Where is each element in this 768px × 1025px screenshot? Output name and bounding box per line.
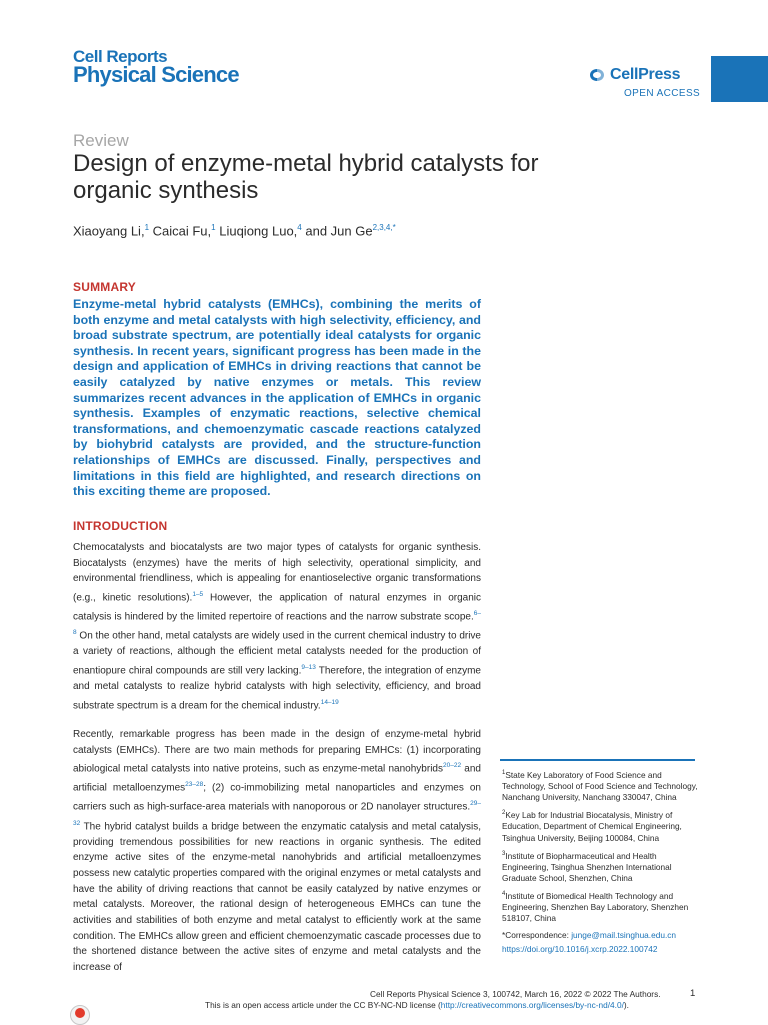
introduction-heading: INTRODUCTION — [73, 519, 168, 533]
reference-citation[interactable]: 14–19 — [320, 698, 339, 706]
reference-citation[interactable]: 29–32 — [73, 800, 481, 827]
affiliation-number: 2 — [502, 810, 506, 817]
reference-citation[interactable]: 9–13 — [301, 663, 316, 671]
affiliation-item — [502, 889, 702, 924]
doi-link[interactable]: https://doi.org/10.1016/j.xcrp.2022.100742 — [502, 943, 658, 954]
license-text-end: ). — [623, 1000, 629, 1010]
affiliation-item — [502, 808, 702, 843]
affiliation-text: Institute of Biomedical Health Technology and Engineering, Shenzhen Bay Laboratory, Shenzhen 518107, China — [502, 890, 689, 924]
correspondence-label: *Correspondence: — [502, 929, 572, 940]
body-text-run: Chemocatalysts and biocatalysts are two major types of catalysts for organic synthesis. Biocatalysts (enzymes) have the merits of high selectivity, operational simplicity, and environmental friendliness, which is appealing for enantioselective organic transformations (e.g., kinetic resolutions). — [73, 542, 481, 604]
open-access-bar — [711, 56, 768, 102]
license-text: This is an open access article under the CC BY-NC-ND license ( — [205, 1000, 441, 1010]
affiliation-divider — [500, 759, 695, 761]
check-for-updates-icon[interactable] — [70, 1005, 90, 1025]
affiliation-number: 3 — [502, 850, 506, 857]
body-text-run: and artificial metalloenzymes — [73, 763, 481, 794]
author-name: Xiaoyang Li, — [73, 223, 145, 239]
article-type: Review — [73, 131, 129, 150]
page-number: 1 — [690, 988, 696, 999]
affiliation-number: 1 — [502, 770, 506, 776]
summary-heading: SUMMARY — [73, 280, 136, 294]
publisher-logo[interactable] — [588, 66, 680, 84]
author-affiliation-ref[interactable]: 1 — [144, 223, 150, 232]
correspondence — [502, 930, 702, 941]
journal-name-line1: Cell Reports — [73, 47, 168, 66]
author-affiliation-ref[interactable]: 4 — [297, 223, 302, 232]
reference-citation[interactable]: 20–22 — [442, 762, 462, 770]
publisher-name: CellPress — [610, 66, 681, 83]
introduction-paragraph-1 — [73, 540, 481, 714]
affiliations-block — [502, 768, 702, 955]
introduction-paragraph-2 — [73, 727, 481, 976]
cellpress-logo-icon — [588, 67, 606, 83]
license-link[interactable]: http://creativecommons.org/licenses/by-nc-nd/4.0/ — [440, 1000, 624, 1010]
summary-text: Enzyme-metal hybrid catalysts (EMHCs), combining the merits of both enzyme and metal catalysts with high selectivity, efficiency, and broad substrate spectrum, are potentially ideal catalysts for organic synthesis. In recent years, significant progress has been made in the design and application of EMHCs in driving reactions that cannot be easily catalyzed by native enzymes or metals. This review summarizes recent advances in the application of EMHCs in organic synthesis. Examples of enzymatic reactions, selective chemical transformations, and chemoenzymatic cascade reactions catalyzed by biohybrid catalysts are provided, and the structure-function relationships of EMHCs are discussed. Finally, perspectives and limitations in this field are highlighted, and research directions on this exciting theme are proposed. — [73, 297, 481, 499]
article-title: Design of enzyme-metal hybrid catalysts for organic synthesis — [73, 150, 539, 204]
footer-license — [205, 1000, 629, 1010]
author-name: Liuqiong Luo, — [215, 223, 298, 239]
affiliation-number: 4 — [502, 891, 506, 898]
reference-citation[interactable]: 1–5 — [192, 591, 204, 599]
affiliation-text: State Key Laboratory of Food Science and Technology, School of Food Science and Technology, Nanchang University, Nanchang 330047, China — [502, 769, 698, 803]
journal-name-line2: Physical Science — [73, 62, 239, 87]
reference-citation[interactable]: 23–28 — [185, 781, 204, 789]
affiliation-text: Key Lab for Industrial Biocatalysis, Ministry of Education, Department of Chemical Engineering, Tsinghua University, Beijing 100084, China — [502, 810, 682, 843]
body-text-run: On the other hand, metal catalysts are widely used in the current chemical industry to drive a variety of reactions, although the efficient metal catalysts needed for the production of enantiopure chiral compounds are still very lacking. — [73, 630, 481, 677]
open-access-label: OPEN ACCESS — [624, 88, 701, 99]
author-list — [73, 223, 396, 238]
author-name: and Jun Ge — [301, 223, 373, 239]
author-name: Caicai Fu, — [149, 223, 212, 239]
affiliation-text: Institute of Biopharmaceutical and Health Engineering, Tsinghua Shenzhen International Graduate School, Shenzhen, China — [502, 850, 672, 883]
body-text-run: The hybrid catalyst builds a bridge between the enzymatic catalysis and metal catalysis, providing tremendous possibilities for new reactions in organic synthesis. The edited enzyme active sites of the enzyme-metal nanohybrids and artificial metalloenzymes possess new catalytic properties compared with the original enzymes or metal catalysts and have the ability of driving reactions that cannot be easily catalyzed by native enzymes or metal catalysts. Moreover, the rational design of heterogeneous EMHCs can tune the activities and stabilities of both enzyme and metal catalyst to efficiently work at the same condition. The EMHCs allow green and efficient chemoenzymatic cascade processes due to the shortened distance between the active sites of enzyme and metal catalysts and the increase of — [73, 820, 481, 974]
affiliation-item — [502, 849, 702, 884]
body-text-run: Therefore, the integration of enzyme and metal catalysts to realize hybrid catalysts with high selectivity, efficiency, and broad substrate spectrum is a dream for the chemical industry. — [73, 665, 481, 711]
author-affiliation-ref[interactable]: 1 — [211, 223, 216, 232]
footer-citation: Cell Reports Physical Science 3, 100742, March 16, 2022 © 2022 The Authors. — [370, 989, 661, 999]
body-text-run: ; (2) co-immobilizing metal nanoparticles and enzymes on carriers such as high-surface-area materials with nanoporous or 2D nanolayer structures. — [73, 782, 481, 813]
affiliation-item — [502, 768, 702, 803]
body-text-run: Recently, remarkable progress has been made in the design of enzyme-metal hybrid catalysts (EMHCs). There are two main methods for preparing EMHCs: (1) incorporating abiological metal catalysts into native proteins, such as enzyme-metal nanohybrids — [73, 729, 481, 775]
reference-citation[interactable]: 6–8 — [73, 610, 481, 637]
body-text-run: However, the application of natural enzymes in organic catalysis is hindered by the limited repertoire of reactions and the narrow substrate scope. — [73, 592, 481, 623]
author-affiliation-ref[interactable]: 2,3,4,* — [372, 223, 396, 232]
correspondence-email-link[interactable]: junge@mail.tsinghua.edu.cn — [571, 929, 677, 940]
